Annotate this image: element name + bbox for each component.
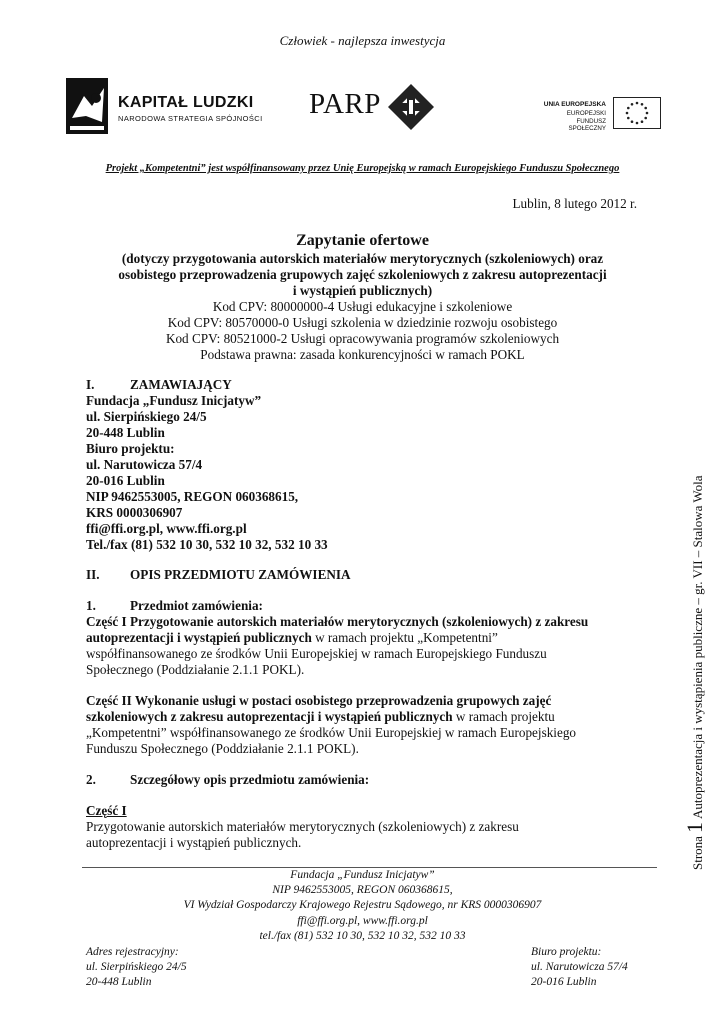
title-subtitle-line-3: i wystąpień publicznych) (292, 283, 433, 298)
part-2-line-4: Funduszu Społecznego (Poddziałanie 2.1.1 POKL). (86, 741, 359, 756)
section-2-heading: OPIS PRZEDMIOTU ZAMÓWIENIA (130, 567, 351, 582)
orderer-line: Fundacja „Fundusz Inicjatyw” (86, 393, 262, 408)
orderer-line: 20-016 Lublin (86, 473, 165, 488)
orderer-line: ul. Sierpińskiego 24/5 (86, 409, 207, 424)
part-1-line-3: współfinansowanego ze środków Unii Europejskiej w ramach Europejskiego Funduszu (86, 646, 547, 661)
orderer-line: Tel./fax (81) 532 10 30, 532 10 32, 532 10 33 (86, 537, 328, 552)
kapital-ludzki-emblem-icon (66, 78, 108, 134)
section-1-number: I. (86, 377, 95, 392)
cpv-code-1: Kod CPV: 80000000-4 Usługi edukacyjne i szkoleniowe (212, 299, 513, 314)
kapital-ludzki-subtitle: NARODOWA STRATEGIA SPÓJNOŚCI (118, 114, 263, 123)
part-2-line-3: „Kompetentni” współfinansowanego ze środków Unii Europejskiej w ramach Europejskiego (86, 725, 577, 740)
part-description-line-2: autoprezentacji i wystąpień publicznych. (86, 835, 302, 850)
part-1-line-4: Społecznego (Poddziałanie 2.1.1 POKL). (86, 662, 305, 677)
side-page-word: Strona (690, 836, 705, 870)
cofinancing-note: Projekt „Kompetentni” jest współfinansowany przez Unię Europejską w ramach Europejskiego Funduszu Społecznego (105, 163, 620, 174)
part-heading: Część I (86, 803, 127, 818)
title-subtitle-line-1: (dotyczy przygotowania autorskich materiałów merytorycznych (szkoleniowych) oraz (121, 251, 604, 266)
document-date: Lublin, 8 lutego 2012 r. (512, 196, 637, 211)
side-topic: Autoprezentacja i wystąpienia publiczne – gr. VII – Stalowa Wola (690, 475, 705, 820)
cpv-code-2: Kod CPV: 80570000-0 Usługi szkolenia w dziedzinie rozwoju osobistego (167, 315, 558, 330)
section-1-heading: ZAMAWIAJĄCY (130, 377, 232, 392)
eu-flag-icon (613, 97, 661, 129)
footer-reg-address-label: Adres rejestracyjny: (86, 946, 179, 958)
footer-tel: tel./fax (81) 532 10 30, 532 10 32, 532 10 33 (259, 930, 466, 942)
orderer-line: ul. Narutowicza 57/4 (86, 457, 203, 472)
footer-office-street: ul. Narutowicza 57/4 (531, 961, 628, 973)
footer-reg-address-city: 20-448 Lublin (86, 976, 152, 988)
footer-office-label: Biuro projektu: (531, 946, 602, 958)
footer-nip: NIP 9462553005, REGON 060368615, (272, 884, 453, 896)
eu-label-line-2: EUROPEJSKI (566, 110, 606, 117)
part-1-emphasis: autoprezentacji i wystąpień publicznych (86, 630, 312, 645)
subsection-1-number: 1. (86, 598, 96, 613)
side-page-label (682, 310, 706, 870)
part-2-emphasis: szkoleniowych z zakresu autoprezentacji i wystąpień publicznych (86, 709, 453, 724)
footer-office-city: 20-016 Lublin (531, 976, 597, 988)
orderer-line: Biuro projektu: (86, 441, 175, 456)
subsection-2-heading: Szczegółowy opis przedmiotu zamówienia: (130, 772, 370, 787)
legal-basis: Podstawa prawna: zasada konkurencyjności w ramach POKL (200, 347, 525, 362)
side-page-number: 1 (682, 822, 707, 834)
title-subtitle-line-2: osobistego przeprowadzenia grupowych zajęć szkoleniowych z zakresu autoprezentacji (118, 267, 607, 282)
footer-org: Fundacja „Fundusz Inicjatyw” (290, 869, 435, 881)
part-1-line-1: Część I Przygotowanie autorskich materiałów merytorycznych (szkoleniowych) z zakresu (86, 614, 589, 629)
orderer-email-link[interactable]: ffi@ffi.org.pl, www.ffi.org.pl (86, 521, 247, 536)
header-tagline: Człowiek - najlepsza inwestycja (279, 33, 446, 48)
document-title: Zapytanie ofertowe (296, 232, 429, 249)
kapital-ludzki-title: KAPITAŁ LUDZKI (118, 94, 254, 111)
orderer-line: 20-448 Lublin (86, 425, 165, 440)
part-2-line-2 (86, 709, 555, 725)
subsection-2-number: 2. (86, 772, 96, 787)
orderer-line: NIP 9462553005, REGON 060368615, (86, 489, 299, 504)
part-2-line-1: Część II Wykonanie usługi w postaci osobistego przeprowadzenia grupowych zajęć (86, 693, 552, 708)
footer-court: VI Wydział Gospodarczy Krajowego Rejestru Sądowego, nr KRS 0000306907 (183, 899, 542, 911)
eu-label-line-1: UNIA EUROPEJSKA (543, 101, 606, 108)
parp-logo-icon (388, 84, 434, 130)
subsection-1-heading: Przedmiot zamówienia: (130, 598, 263, 613)
orderer-line: KRS 0000306907 (86, 505, 183, 520)
footer-reg-address-street: ul. Sierpińskiego 24/5 (86, 961, 187, 973)
footer-web: ffi@ffi.org.pl, www.ffi.org.pl (297, 915, 428, 927)
part-2-line-2-rest: w ramach projektu (452, 709, 555, 724)
eu-label-line-3: FUNDUSZ SPOŁECZNY (568, 118, 606, 132)
parp-logo-text: PARP (309, 88, 381, 120)
part-description-line-1: Przygotowanie autorskich materiałów merytorycznych (szkoleniowych) z zakresu (86, 819, 519, 834)
part-1-line-2-rest: w ramach projektu „Kompetentni” (311, 630, 498, 645)
section-2-number: II. (86, 567, 100, 582)
cpv-code-3: Kod CPV: 80521000-2 Usługi opracowywania programów szkoleniowych (165, 331, 560, 346)
part-1-line-2 (86, 630, 639, 646)
